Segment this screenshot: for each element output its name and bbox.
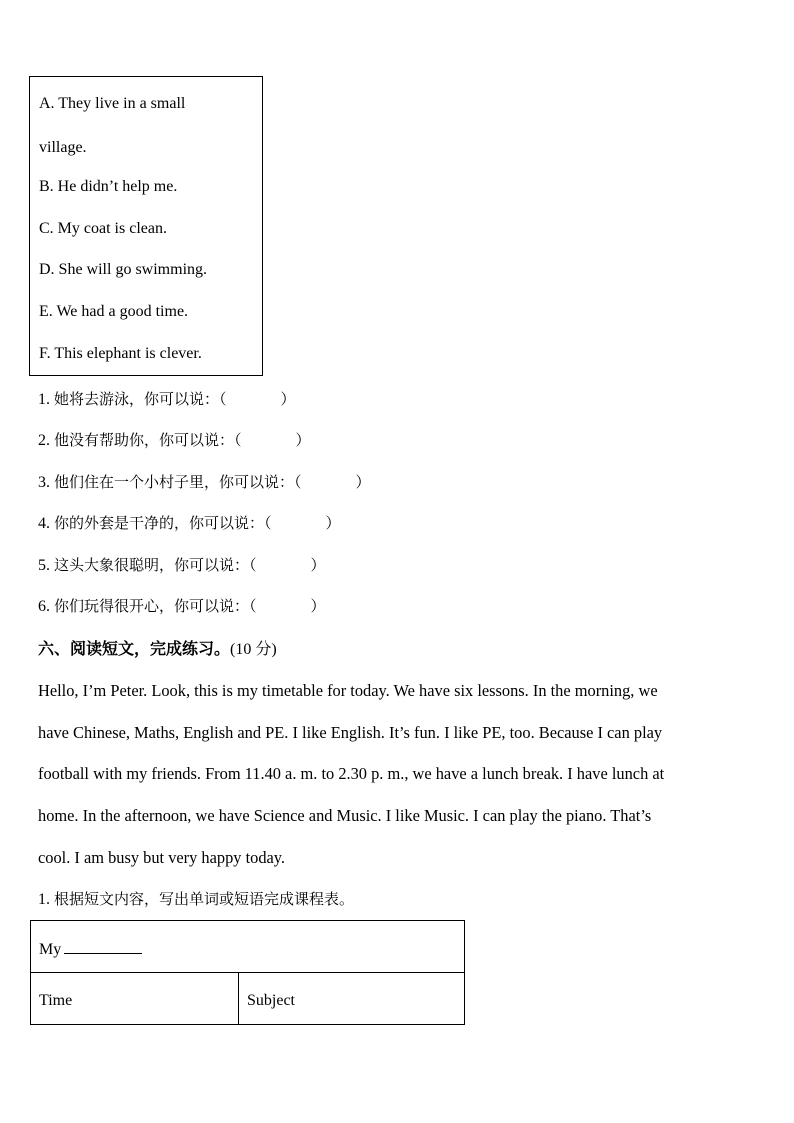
question-text: 他没有帮助你，你可以说：（ (54, 431, 242, 449)
option-b: B. He didn’t help me. (39, 178, 178, 195)
question-text: 他们住在一个小村子里，你可以说：（ (54, 473, 302, 491)
option-c: C. My coat is clean. (39, 220, 167, 237)
timetable (30, 920, 465, 1025)
section-score: (10 分) (230, 641, 277, 658)
question-text: 你的外套是干净的，你可以说：（ (54, 514, 272, 532)
option-e: E. We had a good time. (39, 303, 189, 320)
question-5 (38, 555, 326, 576)
question-close: ） (280, 390, 296, 408)
question-2 (38, 430, 311, 451)
question-number: 4. (38, 515, 50, 532)
question-number: 1. (38, 391, 50, 408)
question-close: ） (325, 514, 341, 532)
passage-line: football with my friends. From 11.40 a. m. to 2.30 p. m., we have a lunch break. I have lunch at (38, 764, 665, 783)
passage-line: home. In the afternoon, we have Science and Music. I like Music. I can play the piano. That’s (38, 806, 652, 825)
question-text: 这头大象很聪明，你可以说：（ (54, 556, 257, 574)
question-text: 你们玩得很开心，你可以说：（ (54, 597, 257, 615)
option-d: D. She will go swimming. (39, 261, 208, 278)
question-6 (38, 596, 326, 617)
question-close: ） (310, 597, 326, 615)
option-a-cont: village. (39, 139, 87, 156)
section-heading (38, 639, 277, 660)
passage-line: have Chinese, Maths, English and PE. I like English. It’s fun. I like PE, too. Because I can play (38, 723, 663, 742)
passage-line: Hello, I’m Peter. Look, this is my timetable for today. We have six lessons. In the morning, we (38, 681, 658, 700)
timetable-title-label: My (39, 941, 62, 958)
passage-line: cool. I am busy but very happy today. (38, 848, 286, 867)
task-1 (38, 889, 354, 910)
timetable-title (39, 938, 142, 960)
question-number: 2. (38, 432, 50, 449)
table-divider (31, 972, 464, 973)
task-number: 1. (38, 891, 50, 908)
question-number: 6. (38, 598, 50, 615)
timetable-title-blank[interactable] (64, 938, 142, 954)
column-header-subject: Subject (247, 992, 295, 1009)
question-3 (38, 472, 371, 493)
task-text: 根据短文内容，写出单词或短语完成课程表。 (54, 890, 355, 908)
question-close: ） (355, 473, 371, 491)
table-divider (238, 972, 239, 1025)
question-1 (38, 389, 296, 410)
question-4 (38, 513, 341, 534)
option-a: A. They live in a small (39, 95, 186, 112)
section-title: 六、阅读短文，完成练习。 (38, 639, 231, 658)
column-header-time: Time (39, 992, 73, 1009)
question-close: ） (310, 556, 326, 574)
question-number: 3. (38, 474, 50, 491)
options-box (29, 76, 263, 376)
option-f: F. This elephant is clever. (39, 345, 202, 362)
question-number: 5. (38, 557, 50, 574)
question-close: ） (295, 431, 311, 449)
question-text: 她将去游泳，你可以说：（ (54, 390, 227, 408)
